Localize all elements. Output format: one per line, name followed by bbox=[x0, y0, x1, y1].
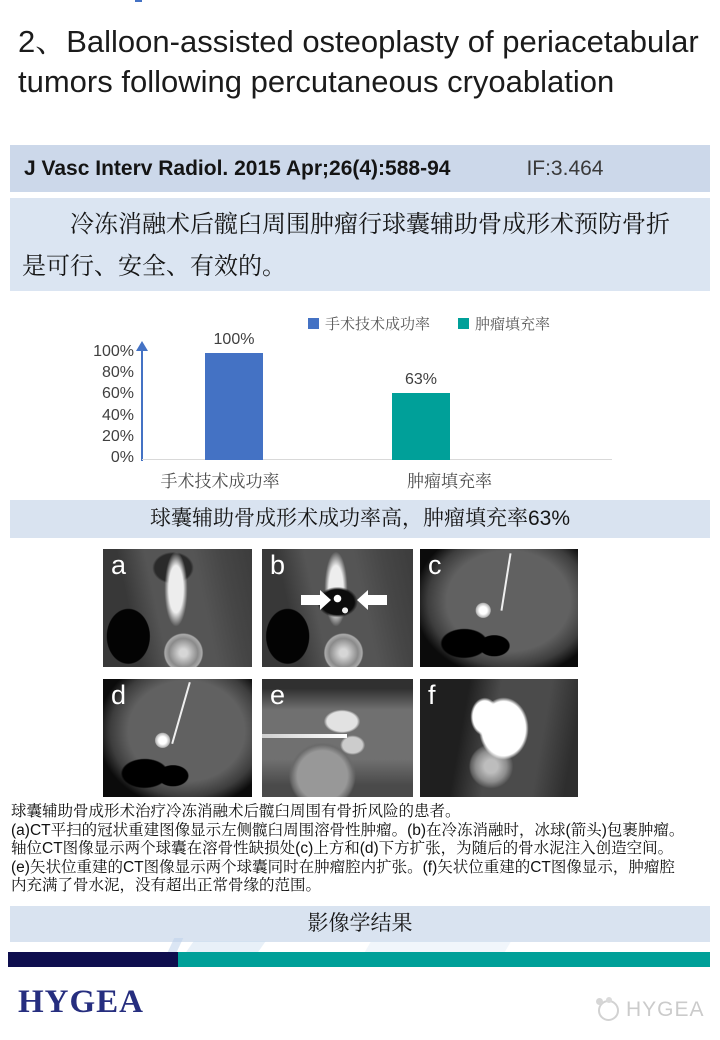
hygea-logo: HYGEA bbox=[18, 984, 145, 1020]
title-line-2: tumors following percutaneous cryoablation bbox=[18, 64, 615, 99]
y-tick-label: 0% bbox=[110, 449, 134, 466]
value-label-technical-success: 100% bbox=[213, 331, 255, 348]
image-label-e: e bbox=[270, 680, 286, 710]
ct-image-c bbox=[420, 549, 578, 667]
summary-line-2: 是可行、安全、有效的。 bbox=[22, 253, 286, 280]
y-tick-label: 60% bbox=[101, 385, 134, 402]
y-tick-label: 80% bbox=[101, 364, 134, 381]
legend-label-success: 手术技术成功率 bbox=[325, 316, 431, 333]
needle-line bbox=[172, 682, 192, 744]
result-banner: 球囊辅助骨成形术成功率高，肿瘤填充率63% bbox=[10, 500, 710, 538]
legend-item-filling bbox=[458, 313, 550, 334]
needle-line bbox=[501, 553, 512, 611]
ct-image-a bbox=[103, 549, 252, 667]
summary-block bbox=[10, 198, 710, 291]
legend-item-success bbox=[308, 313, 430, 334]
y-tick-mark bbox=[135, 0, 142, 2]
image-label-c: c bbox=[428, 550, 442, 580]
left-pointing-arrow-icon bbox=[368, 595, 387, 605]
image-label-b: b bbox=[270, 550, 286, 580]
bar-tumor-filling bbox=[392, 393, 450, 460]
image-label-f: f bbox=[428, 680, 436, 710]
watermark-text: HYGEA bbox=[626, 998, 705, 1021]
caption-line: 球囊辅助骨成形术治疗冷冻消融术后髋臼周围有骨折风险的患者。 bbox=[11, 803, 461, 820]
image-label-a: a bbox=[111, 550, 127, 580]
y-tick-label: 100% bbox=[93, 343, 134, 360]
footer-bar-navy bbox=[8, 952, 178, 967]
title-line-1: 2、Balloon-assisted osteoplasty of periacetabular bbox=[18, 24, 699, 59]
imaging-results-banner: 影像学结果 bbox=[10, 906, 710, 942]
footer-bar-teal bbox=[178, 952, 710, 967]
image-label-d: d bbox=[111, 680, 127, 710]
right-pointing-arrow-icon bbox=[301, 595, 320, 605]
ct-image-f bbox=[420, 679, 578, 797]
legend-label-filling: 肿瘤填充率 bbox=[475, 316, 551, 333]
ct-image-d bbox=[103, 679, 252, 797]
y-tick-label: 20% bbox=[101, 428, 134, 445]
caption-line: (a)CT平扫的冠状重建图像显示左侧髋臼周围溶骨性肿瘤。(b)在冷冻消融时，冰球(箭头)包裹肿瘤。 bbox=[11, 821, 685, 839]
watermark-ghost bbox=[186, 941, 266, 952]
watermark-ghost bbox=[365, 941, 511, 952]
watermark bbox=[598, 998, 705, 1022]
chart-legend bbox=[308, 313, 550, 334]
value-label-tumor-filling: 63% bbox=[404, 370, 438, 388]
caption-line: 轴位CT图像显示两个球囊在溶骨性缺损处(c)上方和(d)下方扩张，为随后的骨水泥注入创造空间。 bbox=[11, 840, 674, 857]
legend-swatch-success bbox=[308, 318, 319, 329]
caption-line: (e)矢状位重建的CT图像显示两个球囊同时在肿瘤腔内扩张。(f)矢状位重建的CT图像显示，肿瘤腔 bbox=[11, 858, 675, 876]
x-axis-label-technical-success: 手术技术成功率 bbox=[160, 472, 280, 491]
impact-factor: IF:3.464 bbox=[526, 156, 604, 180]
y-tick-label: 40% bbox=[101, 407, 134, 424]
legend-swatch-filling bbox=[458, 318, 469, 329]
figure-caption bbox=[11, 803, 716, 896]
y-axis-arrow-icon bbox=[136, 341, 148, 351]
ct-image-b bbox=[262, 549, 413, 667]
needle-line bbox=[262, 734, 347, 738]
page-title bbox=[18, 22, 708, 102]
summary-line-1: 冷冻消融术后髋臼周围肿瘤行球囊辅助骨成形术预防骨折 bbox=[70, 211, 670, 238]
bar-technical-success bbox=[205, 353, 263, 460]
x-axis-label-tumor-filling: 肿瘤填充率 bbox=[407, 472, 492, 491]
hygea-watermark-icon bbox=[598, 1000, 619, 1021]
caption-line: 内充满了骨水泥，没有超出正常骨缘的范围。 bbox=[11, 877, 322, 894]
journal-citation: J Vasc Interv Radiol. 2015 Apr;26(4):588-94 bbox=[24, 156, 451, 180]
y-axis-line bbox=[141, 351, 143, 461]
ct-image-e bbox=[262, 679, 413, 797]
journal-reference-bar bbox=[10, 145, 710, 192]
